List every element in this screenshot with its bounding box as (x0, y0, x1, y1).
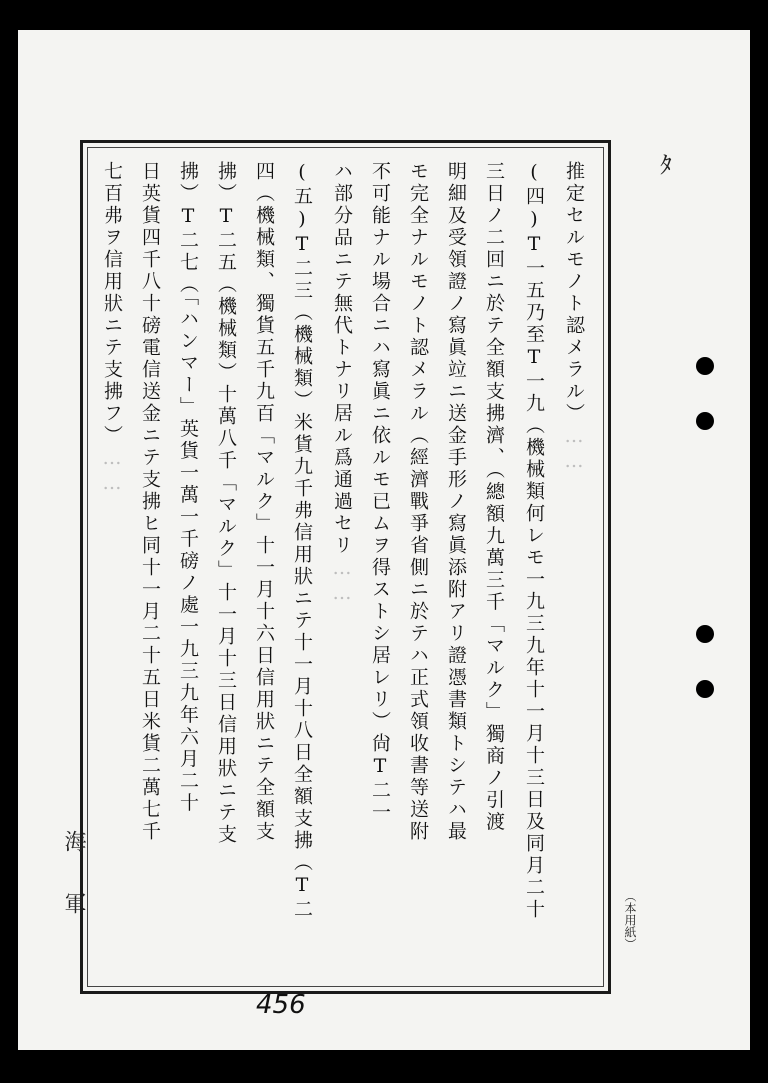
text-column: ハ部分品ニテ無代トナリ居ル爲通過セリ…… (331, 161, 353, 607)
text-column: 不可能ナル場合ニハ寫眞ニ依ルモ已ムヲ得ストシ居レリ）尙T二一 (369, 161, 391, 824)
text-column: 明細及受領證ノ寫眞竝ニ送金手形ノ寫眞添附アリ證憑書類トシテハ最 (445, 161, 467, 843)
text-column: 拂）T二七（「ハンマー」英貨一萬一千磅ノ處一九三九年六月二十 (177, 161, 199, 815)
text-frame (80, 140, 611, 994)
punch-hole (696, 412, 714, 430)
handwritten-page-number: 456 (256, 990, 306, 1020)
punch-hole (696, 357, 714, 375)
text-column: 四（機械類、獨貨五千九百「マルク」十一月十六日信用狀ニテ全額支 (253, 161, 275, 843)
text-column: (四)T一五乃至T一九（機械類何レモ一九三九年十一月十三日及同月二十 (523, 161, 545, 921)
corner-mark: ﾀ (660, 151, 672, 179)
navy-stamp: 海軍 (61, 830, 86, 954)
text-column: モ完全ナルモノト認メラル（經濟戰爭省側ニ於テハ正式領收書等送附 (407, 161, 429, 843)
punch-hole (696, 625, 714, 643)
text-column: (五)T二三（機械類）米貨九千弗信用狀ニテ十一月十八日全額支拂（T二 (291, 161, 313, 921)
text-column: 推定セルモノト認メラル）…… (563, 161, 585, 475)
text-column: 三日ノ二回ニ於テ全額支拂濟、（總額九萬三千「マルク」獨商ノ引渡 (483, 161, 505, 834)
text-column: 日英貨四千八十磅電信送金ニテ支拂ヒ同十一月二十五日米貨二萬七千 (139, 161, 161, 843)
text-column: 七百弗ヲ信用狀ニテ支拂フ）…… (101, 161, 123, 497)
text-column: 拂）T二五（機械類）十萬八千「マルク」十一月十三日信用狀ニテ支 (215, 161, 237, 846)
punch-hole (696, 680, 714, 698)
side-note: （本用紙） (623, 890, 637, 950)
